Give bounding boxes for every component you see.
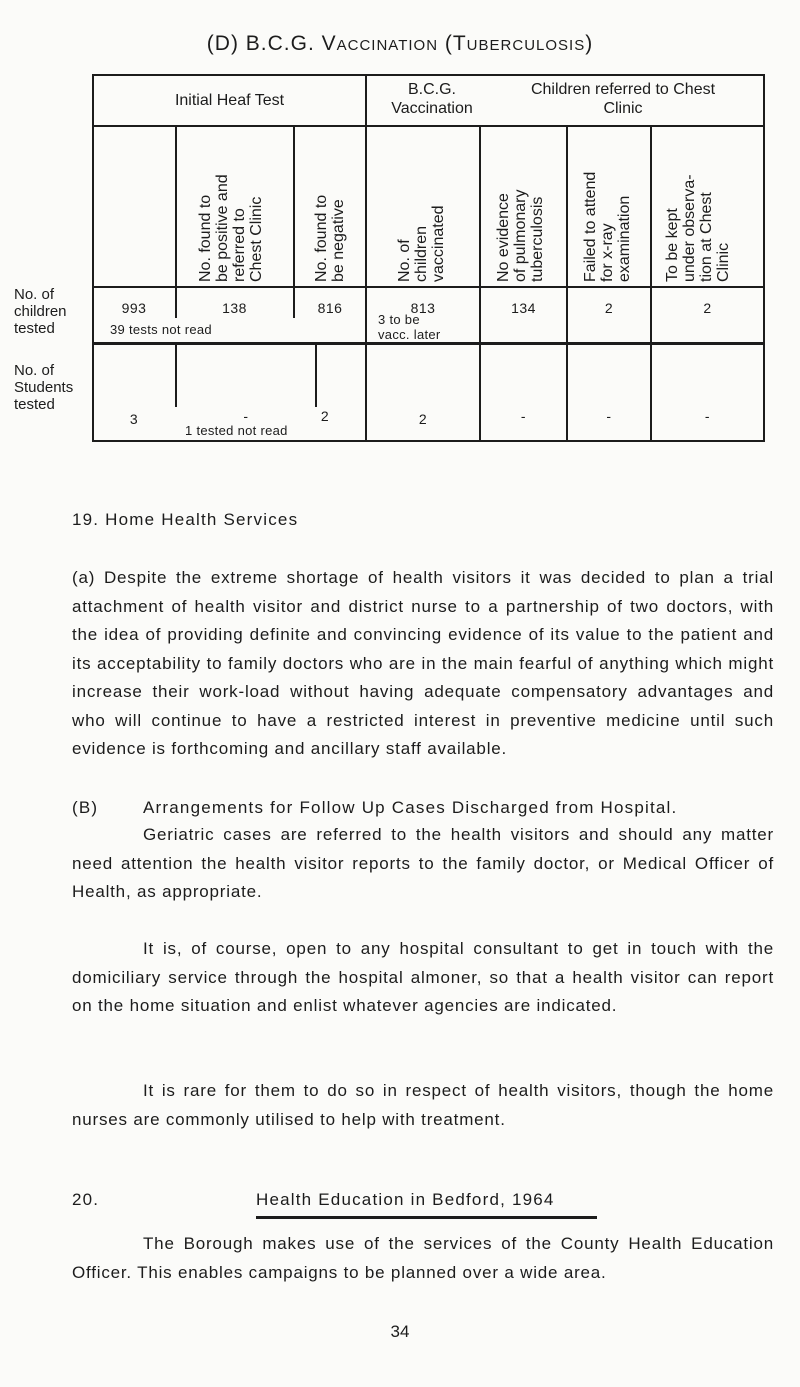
- cell-students-observation: -: [704, 408, 711, 424]
- header-bcg-vaccination: B.C.G. Vaccination: [391, 81, 473, 117]
- section-20-heading: Health Education in Bedford, 1964: [256, 1190, 555, 1209]
- col-header-vaccinated: No. of children vaccinated: [396, 205, 447, 282]
- col-header-failed-attend: Failed to attend for x-ray examination: [582, 171, 633, 282]
- cell-students-negative: 2: [320, 408, 330, 424]
- cell-children-observation: 2: [703, 300, 712, 316]
- paragraph-a: (a) Despite the extreme shortage of health visitors it was decided to plan a trial attachment of health visitor and district nurse to a partnership of two doctors, with the idea of providing definite and convincing evidence of its value to the patient and its acceptability to family doctors who are in the main fearful of anything which might increase their work-load without having adequate compensatory advantages and who will continue to have a restricted interest in preventive medicine until such evidence is forthcoming and ancillary staff available.: [72, 568, 774, 758]
- table-title: (D) B.C.G. Vaccination (Tuberculosis): [206, 32, 594, 55]
- cell-students-failed: -: [606, 408, 612, 424]
- cell-children-positive: 138: [222, 300, 247, 316]
- cell-children-vaccinated: 813: [410, 300, 436, 316]
- header-initial-heaf: Initial Heaf Test: [174, 92, 285, 109]
- cell-children-negative: 816: [317, 300, 343, 316]
- col-header-positive: No. found to be positive and referred to Chest Clinic: [197, 174, 265, 282]
- col-header-negative: No. found to be negative: [313, 194, 347, 282]
- paragraph-b3: It is rare for them to do so in respect of health visitors, though the home nurses are commonly utilised to help with treatment.: [72, 1081, 774, 1129]
- note-vaccinate-later: 3 to be vacc. later: [378, 312, 441, 342]
- cell-children-tested: 993: [121, 300, 147, 316]
- paragraph-b1: Geriatric cases are referred to the health visitors and should any matter need attention the health visitor reports to the family doctor, or Medical Officer of Health, as appropriate.: [72, 825, 774, 901]
- page-number: 34: [390, 1322, 410, 1341]
- cell-students-positive: -: [243, 408, 249, 424]
- header-referred-chest-clinic: Children referred to Chest Clinic: [530, 81, 716, 117]
- section-20-underline: [256, 1216, 597, 1219]
- col-header-no-evidence: No evidence of pulmonary tuberculosis: [495, 189, 546, 282]
- paragraph-b2: It is, of course, open to any hospital consultant to get in touch with the domiciliary service through the hospital almoner, so that a health visitor can report on the home situation and enlist whatever agencies are indicated.: [72, 939, 774, 1015]
- section-b-label: (B): [72, 798, 99, 817]
- section-19-heading: 19. Home Health Services: [72, 510, 299, 529]
- row-label-students: No. of Students tested: [14, 362, 74, 413]
- section-b-heading: Arrangements for Follow Up Cases Discharged from Hospital.: [143, 798, 678, 817]
- section-20-number: 20.: [72, 1190, 100, 1209]
- cell-children-no-evidence: 134: [511, 300, 536, 316]
- note-tests-not-read: 39 tests not read: [110, 322, 212, 337]
- row-label-children: No. of children tested: [14, 286, 67, 337]
- cell-students-no-evidence: -: [520, 408, 527, 424]
- col-header-observation: To be kept under observa- tion at Chest Clinic: [664, 174, 732, 282]
- cell-students-vaccinated: 2: [418, 411, 428, 427]
- paragraph-20: The Borough makes use of the services of the County Health Education Officer. This enables campaigns to be planned over a wide area.: [72, 1234, 774, 1282]
- cell-children-failed: 2: [604, 300, 614, 316]
- cell-students-tested: 3: [129, 411, 139, 427]
- note-tested-not-read: 1 tested not read: [185, 423, 288, 438]
